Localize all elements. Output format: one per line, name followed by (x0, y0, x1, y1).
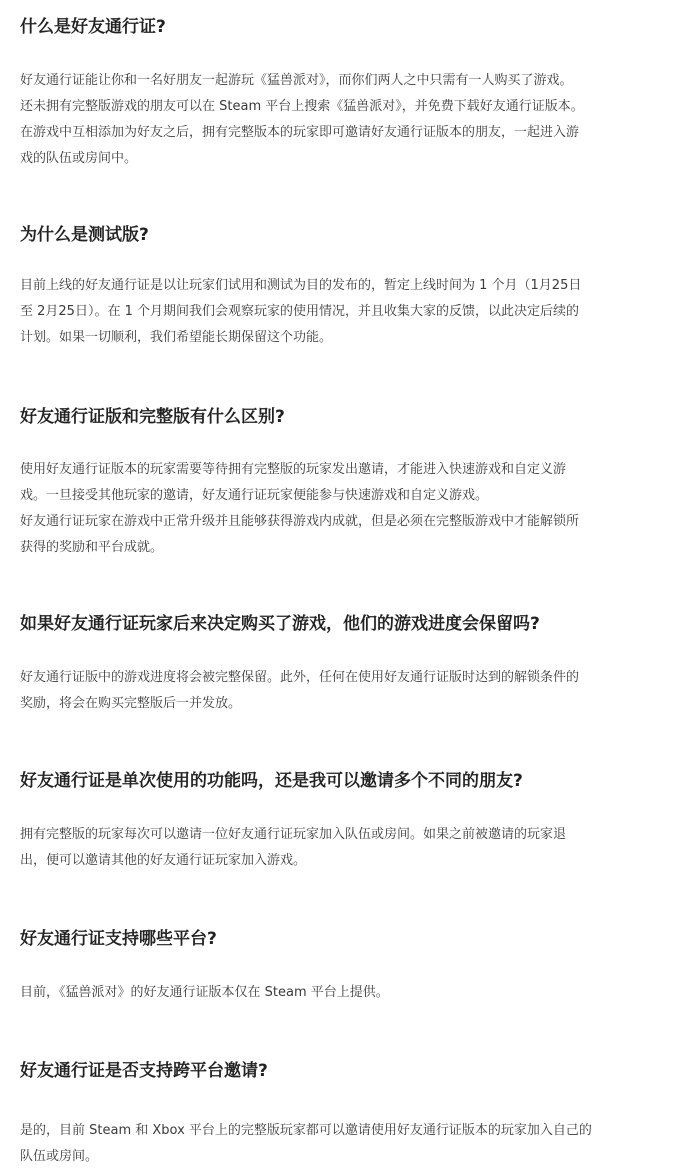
answer-line: 好友通行证能让你和一名好朋友一起游玩《猛兽派对》，而你们两人之中只需有一人购买了游戏。 (20, 73, 573, 88)
answer-line: 出，便可以邀请其他的好友通行证玩家加入游戏。 (20, 853, 307, 868)
answer-line: 在游戏中互相添加为好友之后，拥有完整版本的玩家即可邀请好友通行证版本的朋友，一起进入游 (20, 125, 580, 140)
faq-heading-progress-kept: 如果好友通行证玩家后来决定购买了游戏，他们的游戏进度会保留吗? (20, 614, 540, 634)
faq-heading-cross-platform: 好友通行证是否支持跨平台邀请? (20, 1061, 268, 1081)
answer-line: 目前上线的好友通行证是以让玩家们试用和测试为目的发布的，暂定上线时间为 1 个月（1月25日 (20, 278, 582, 293)
faq-answer-cross-platform (20, 1118, 675, 1170)
faq-heading-differences: 好友通行证版和完整版有什么区别? (20, 407, 285, 427)
faq-answer-what-is-friend-pass (20, 68, 675, 172)
answer-line: 拥有完整版的玩家每次可以邀请一位好友通行证玩家加入队伍或房间。如果之前被邀请的玩家退 (20, 827, 567, 842)
answer-line: 队伍或房间。 (20, 1149, 99, 1164)
faq-answer-progress-kept (20, 665, 675, 717)
answer-line: 好友通行证版中的游戏进度将会被完整保留。此外，任何在使用好友通行证版时达到的解锁条件的 (20, 670, 580, 685)
answer-line: 戏的队伍或房间中。 (20, 151, 138, 166)
answer-line: 使用好友通行证版本的玩家需要等待拥有完整版的玩家发出邀请，才能进入快速游戏和自定义游 (20, 462, 567, 477)
faq-heading-platforms: 好友通行证支持哪些平台? (20, 929, 217, 949)
answer-line: 是的，目前 Steam 和 Xbox 平台上的完整版玩家都可以邀请使用好友通行证版本的玩家加入自己的 (20, 1123, 592, 1138)
faq-answer-single-use (20, 822, 675, 874)
answer-line: 目前，《猛兽派对》的好友通行证版本仅在 Steam 平台上提供。 (20, 985, 389, 1000)
answer-line: 获得的奖励和平台成就。 (20, 540, 164, 555)
answer-line: 至 2月25日）。在 1 个月期间我们会观察玩家的使用情况，并且收集大家的反馈，以此决定后续的 (20, 304, 579, 319)
faq-heading-why-beta: 为什么是测试版? (20, 225, 149, 245)
faq-answer-platforms (20, 980, 675, 1006)
faq-heading-what-is-friend-pass: 什么是好友通行证? (20, 17, 166, 37)
answer-line: 戏。一旦接受其他玩家的邀请，好友通行证玩家便能参与快速游戏和自定义游戏。 (20, 488, 489, 503)
answer-line: 还未拥有完整版游戏的朋友可以在 Steam 平台上搜索《猛兽派对》，并免费下载好友通行证版本。 (20, 99, 584, 114)
answer-line: 好友通行证玩家在游戏中正常升级并且能够获得游戏内成就，但是必须在完整版游戏中才能解锁所 (20, 514, 580, 529)
answer-line: 奖励，将会在购买完整版后一并发放。 (20, 696, 242, 711)
answer-line: 计划。如果一切顺利，我们希望能长期保留这个功能。 (20, 330, 333, 345)
faq-answer-why-beta (20, 273, 675, 351)
faq-answer-differences (20, 457, 675, 561)
faq-heading-single-use: 好友通行证是单次使用的功能吗，还是我可以邀请多个不同的朋友? (20, 771, 523, 791)
